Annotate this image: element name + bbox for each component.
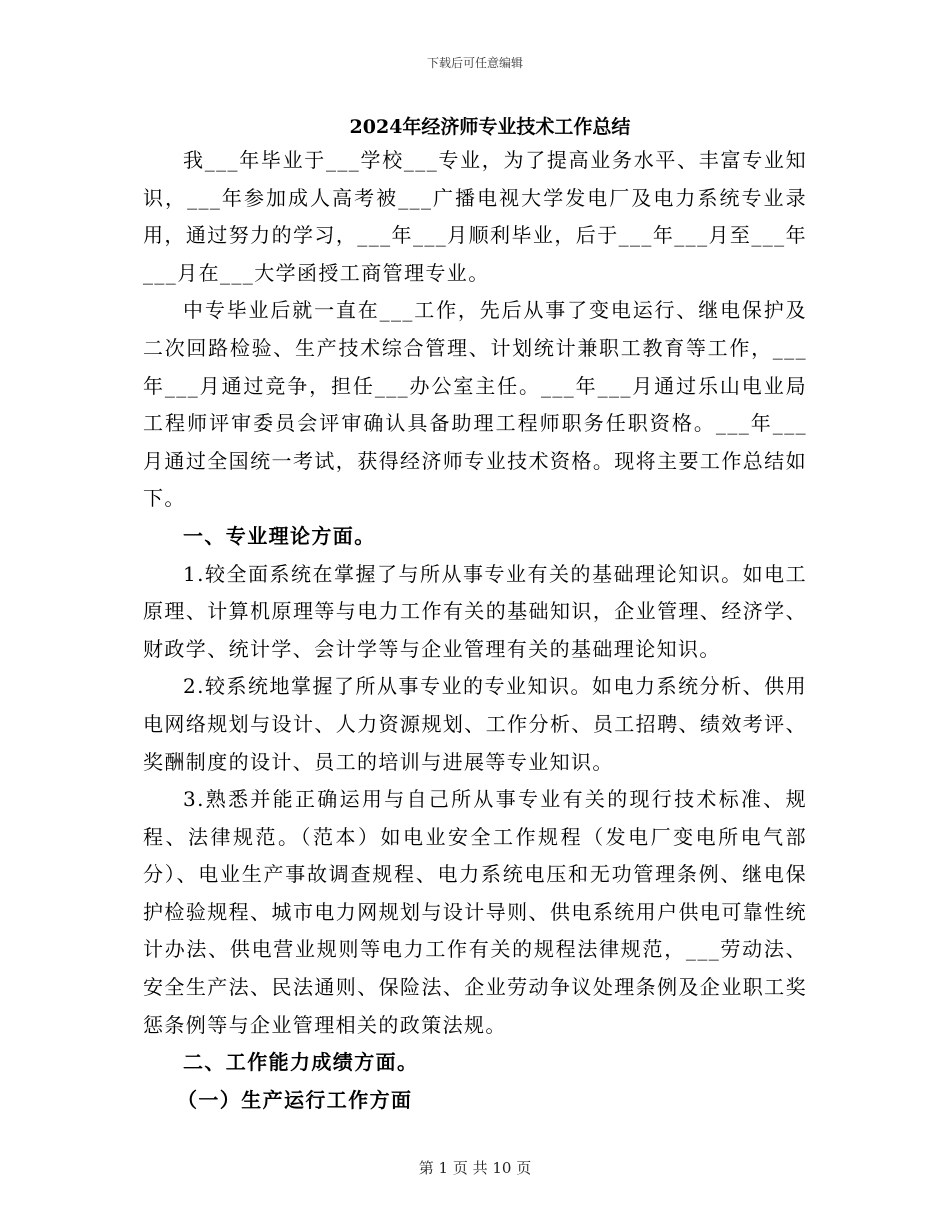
- document-body: [143, 112, 807, 1119]
- theory-item-1: 1.较全面系统在掌握了与所从事专业有关的基础理论知识。如电工原理、计算机原理等与电力工作有关的基础知识，企业管理、经济学、财政学、统计学、会计学等与企业管理有关的基础理论知识。: [143, 561, 807, 661]
- document-title: 2024年经济师专业技术工作总结: [349, 116, 631, 138]
- section-heading-theory: 一、专业理论方面。: [183, 523, 376, 548]
- section-heading-achievements: 二、工作能力成绩方面。: [183, 1050, 419, 1075]
- page-number: 第 1 页 共 10 页: [418, 1159, 532, 1177]
- subsection-heading-production: （一）生产运行工作方面: [177, 1087, 413, 1112]
- paragraph-education: 我___年毕业于___学校___专业，为了提高业务水平、丰富专业知识，___年参加成人高考被___广播电视大学发电厂及电力系统专业录用，通过努力的学习，___年___月顺利毕业，后于___年___月至___年___月在___大学函授工商管理专业。: [143, 148, 807, 285]
- paragraph-career: 中专毕业后就一直在___工作，先后从事了变电运行、继电保护及二次回路检验、生产技术综合管理、计划统计兼职工教育等工作，___年___月通过竞争，担任___办公室主任。___年___月通过乐山电业局工程师评审委员会评审确认具备助理工程师职务任职资格。___年___月通过全国统一考试，获得经济师专业技术资格。现将主要工作总结如下。: [143, 298, 807, 511]
- page-header: 下载后可任意编辑: [426, 56, 523, 70]
- theory-item-2: 2.较系统地掌握了所从事专业的专业知识。如电力系统分析、供用电网络规划与设计、人力资源规划、工作分析、员工招聘、绩效考评、奖酬制度的设计、员工的培训与进展等专业知识。: [143, 674, 807, 774]
- theory-item-3: 3.熟悉并能正确运用与自己所从事专业有关的现行技术标准、规程、法律规范。（范本）如电业安全工作规程（发电厂变电所电气部分）、电业生产事故调查规程、电力系统电压和无功管理条例、继电保护检验规程、城市电力网规划与设计导则、供电系统用户供电可靠性统计办法、供电营业规则等电力工作有关的规程法律规范，___劳动法、安全生产法、民法通则、保险法、企业劳动争议处理条例及企业职工奖惩条例等与企业管理相关的政策法规。: [143, 787, 807, 1037]
